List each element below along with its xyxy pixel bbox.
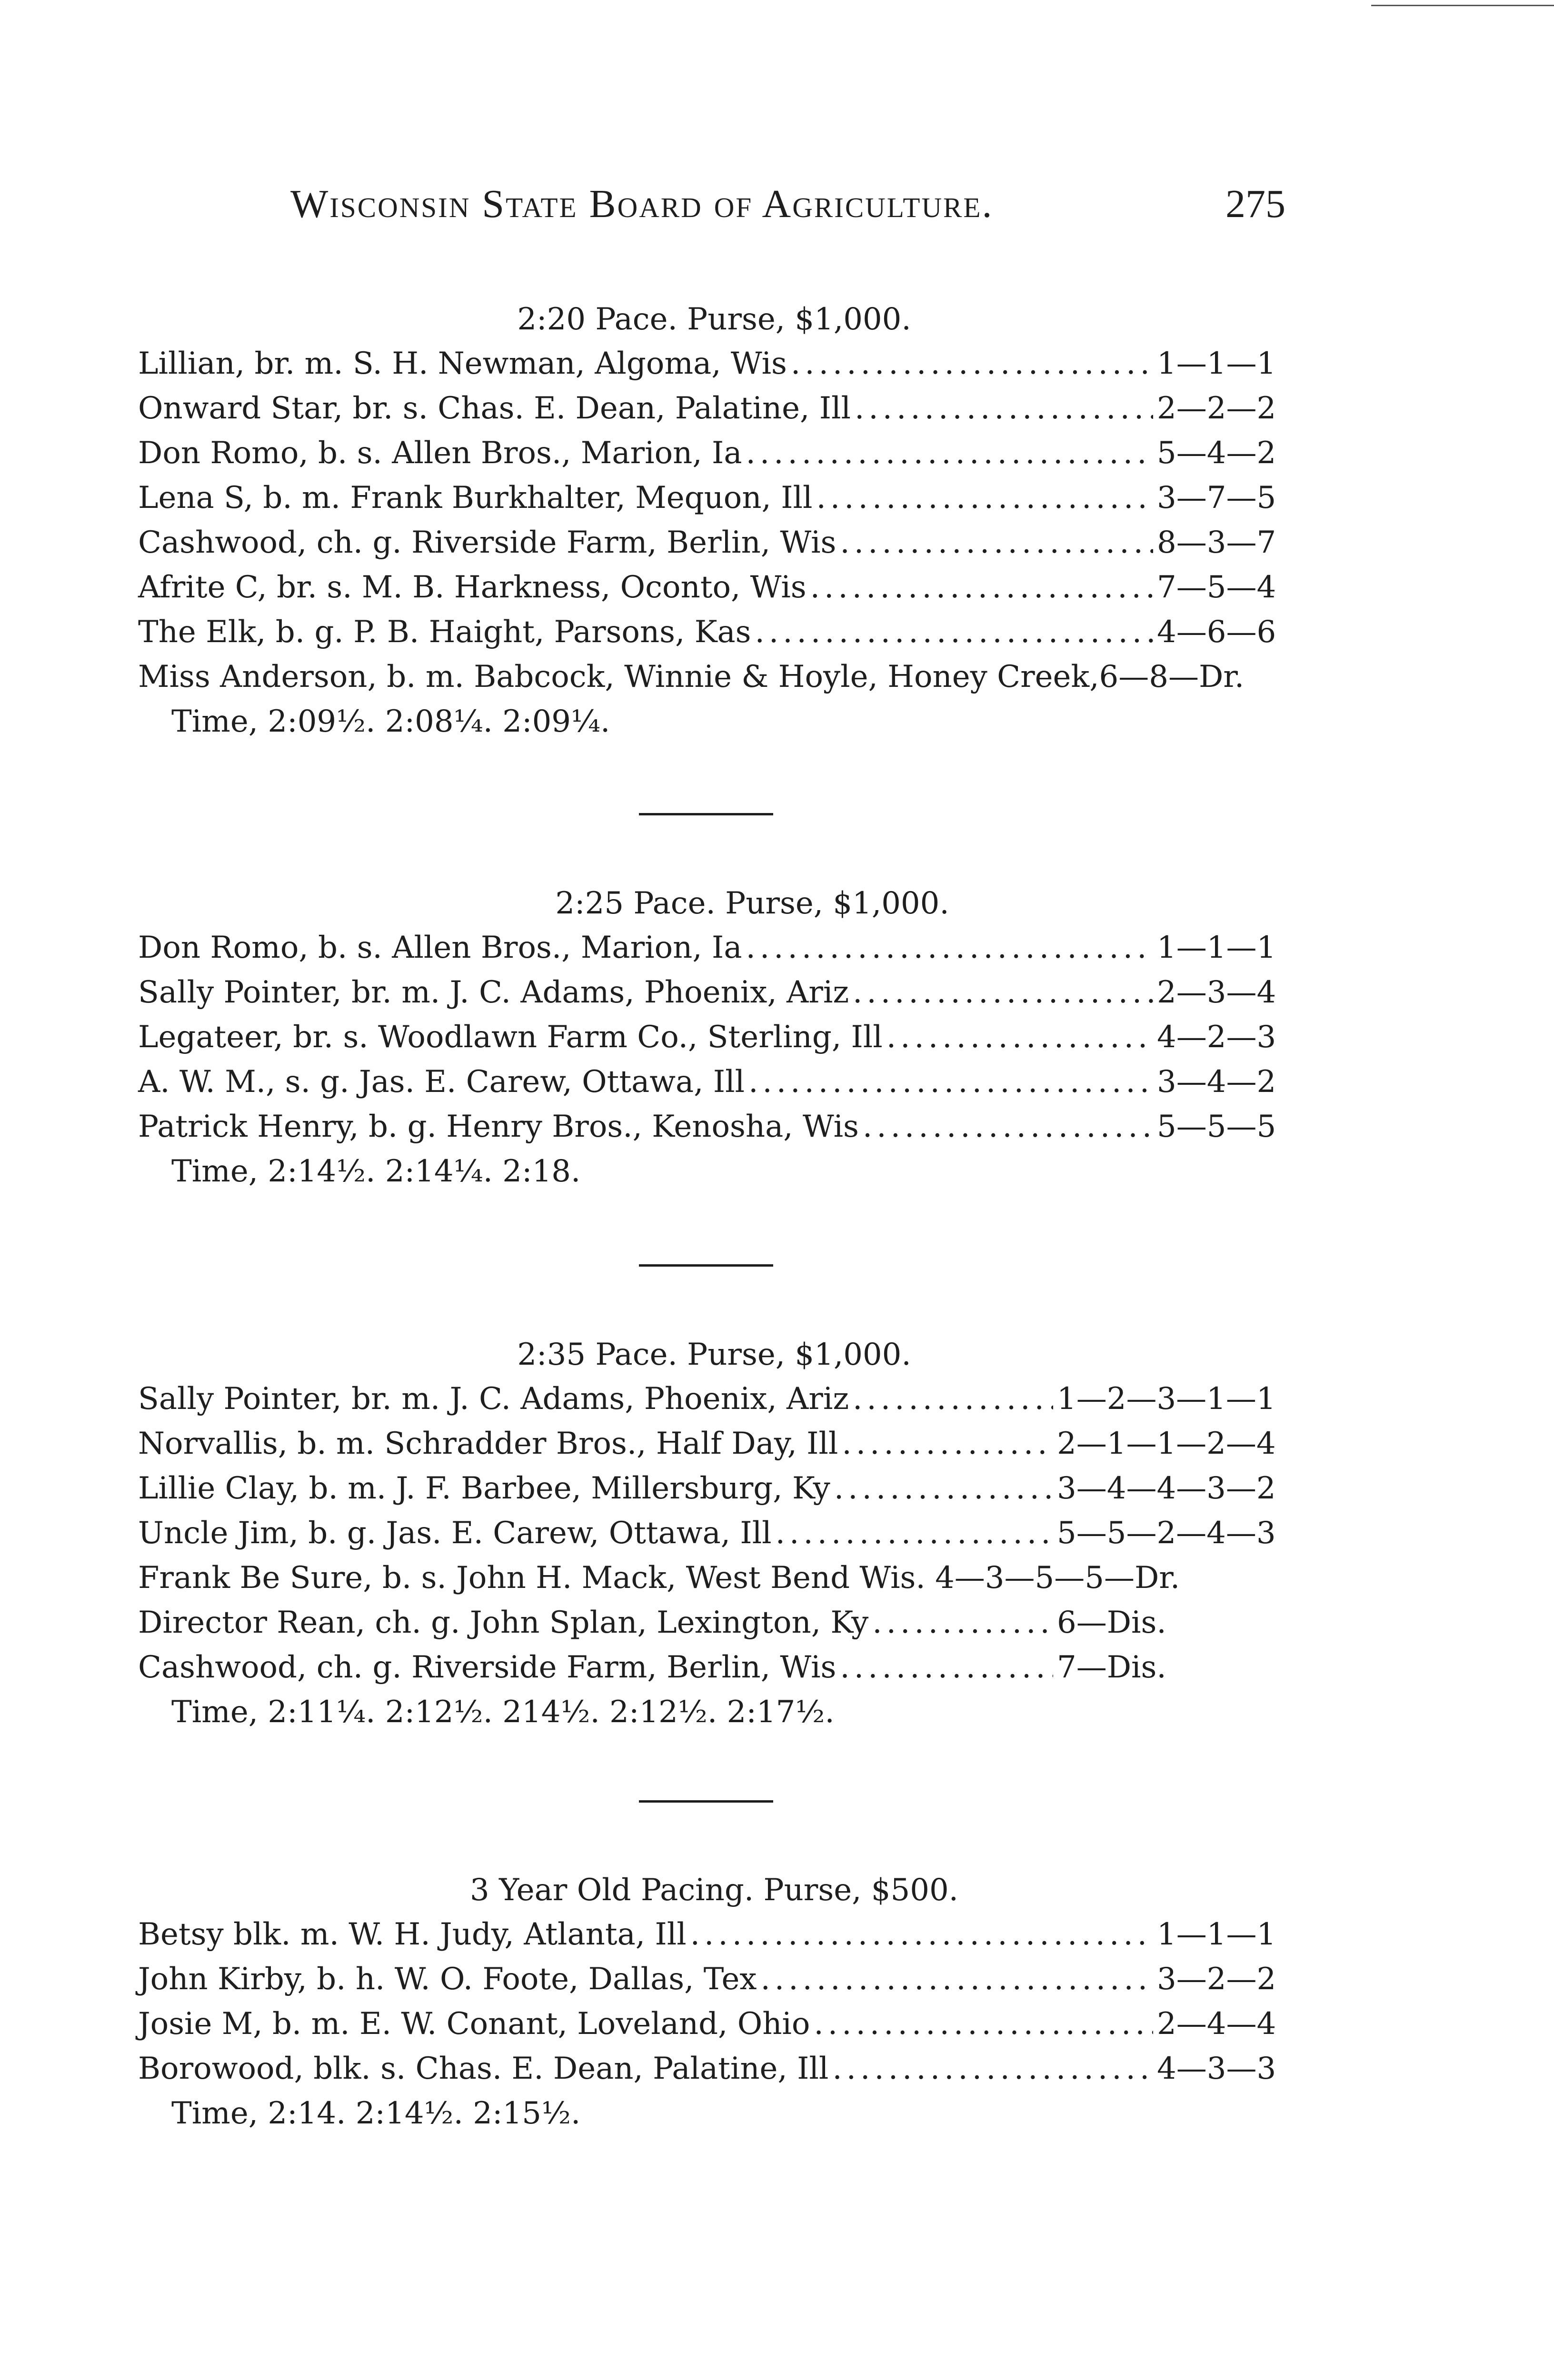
entry-text: Director Rean, ch. g. John Splan, Lexington, Ky xyxy=(138,1605,869,1640)
entry-text: John Kirby, b. h. W. O. Foote, Dallas, Tex xyxy=(138,1962,757,1997)
heat-results: 5—5—2—4—3 xyxy=(1057,1516,1276,1551)
race-title: 2:20 Pace. Purse, $1,000. xyxy=(517,302,911,337)
entry-text: Afrite C, br. s. M. B. Harkness, Oconto, Wis xyxy=(138,570,807,605)
entry-text: Frank Be Sure, b. s. John H. Mack, West Bend Wis. 4—3—5—5—Dr. xyxy=(138,1560,1180,1596)
entry-text: Lillian, br. m. S. H. Newman, Algoma, Wis xyxy=(138,346,787,381)
dot-leader xyxy=(746,925,1153,970)
race-section-2-35-pace xyxy=(138,1333,1281,1735)
dot-leader xyxy=(834,1466,1053,1511)
race-entry xyxy=(138,1556,1281,1600)
dot-leader xyxy=(863,1104,1153,1149)
dot-leader xyxy=(760,1957,1153,2002)
race-entry xyxy=(138,386,1281,431)
race-entry xyxy=(138,520,1281,565)
dot-leader xyxy=(853,970,1153,1015)
heat-results: 3—4—2 xyxy=(1157,1064,1276,1100)
entry-text: Lillie Clay, b. m. J. F. Barbee, Millersburg, Ky xyxy=(138,1471,830,1506)
dot-leader xyxy=(690,1912,1153,1957)
section-divider xyxy=(639,1264,773,1267)
heat-results: 7—Dis. xyxy=(1057,1650,1166,1685)
race-entry xyxy=(138,2046,1281,2091)
race-entry xyxy=(138,1957,1281,2002)
entry-text: Sally Pointer, br. m. J. C. Adams, Phoenix, Ariz xyxy=(138,1381,849,1417)
dot-leader xyxy=(755,610,1154,654)
race-section-2-20-pace xyxy=(138,298,1281,744)
race-entry xyxy=(138,1466,1281,1511)
section-divider xyxy=(639,1800,773,1803)
entry-text: Onward Star, br. s. Chas. E. Dean, Palatine, Ill xyxy=(138,391,851,426)
dot-leader xyxy=(816,476,1153,520)
entry-text: The Elk, b. g. P. B. Haight, Parsons, Kas xyxy=(138,615,751,650)
dot-leader xyxy=(776,1511,1053,1556)
entry-text: Josie M, b. m. E. W. Conant, Loveland, Ohio xyxy=(138,2006,810,2042)
entry-text: Don Romo, b. s. Allen Bros., Marion, Ia xyxy=(138,930,742,965)
heat-results: 2—3—4 xyxy=(1157,975,1276,1010)
heat-results: 5—5—5 xyxy=(1157,1109,1276,1144)
race-entry xyxy=(138,925,1281,970)
heat-results: 2—1—1—2—4 xyxy=(1057,1426,1276,1461)
heat-results: 2—4—4 xyxy=(1157,2006,1276,2042)
race-entry xyxy=(138,610,1281,654)
dot-leader xyxy=(746,431,1153,476)
race-entry xyxy=(138,2002,1281,2046)
entry-text: Miss Anderson, b. m. Babcock, Winnie & Hoyle, Honey Creek,6—8—Dr. xyxy=(138,659,1245,694)
race-times: Time, 2:14½. 2:14¼. 2:18. xyxy=(171,1154,581,1189)
race-entry xyxy=(138,654,1281,699)
heat-results: 7—5—4 xyxy=(1157,570,1276,605)
heat-results: 3—4—4—3—2 xyxy=(1057,1471,1276,1506)
dot-leader xyxy=(748,1060,1153,1104)
race-entry xyxy=(138,1511,1281,1556)
page-header xyxy=(290,181,1285,233)
entry-text: Norvallis, b. m. Schradder Bros., Half Day, Ill xyxy=(138,1426,838,1461)
entry-text: Borowood, blk. s. Chas. E. Dean, Palatine, Ill xyxy=(138,2051,829,2086)
dot-leader xyxy=(872,1600,1053,1645)
race-title: 3 Year Old Pacing. Purse, $500. xyxy=(470,1873,958,1908)
race-entry xyxy=(138,565,1281,610)
race-entry xyxy=(138,1421,1281,1466)
dot-leader xyxy=(814,2002,1153,2046)
dot-leader xyxy=(887,1015,1153,1060)
heat-results: 8—3—7 xyxy=(1157,525,1276,560)
entry-text: Patrick Henry, b. g. Henry Bros., Kenosha, Wis xyxy=(138,1109,859,1144)
running-title: Wisconsin State Board of Agriculture. xyxy=(290,182,994,226)
entry-text: Don Romo, b. s. Allen Bros., Marion, Ia xyxy=(138,436,742,471)
race-entry xyxy=(138,476,1281,520)
race-entry xyxy=(138,970,1281,1015)
heat-results: 4—2—3 xyxy=(1157,1020,1276,1055)
entry-text: Lena S, b. m. Frank Burkhalter, Mequon, Ill xyxy=(138,480,813,516)
race-times: Time, 2:09½. 2:08¼. 2:09¼. xyxy=(171,704,610,739)
dot-leader xyxy=(810,565,1153,610)
race-title: 2:35 Pace. Purse, $1,000. xyxy=(517,1337,911,1372)
heat-results: 1—1—1 xyxy=(1157,346,1276,381)
heat-results: 6—Dis. xyxy=(1057,1605,1166,1640)
race-entry xyxy=(138,1015,1281,1060)
race-entry xyxy=(138,1645,1281,1690)
heat-results: 3—7—5 xyxy=(1157,480,1276,516)
entry-text: Legateer, br. s. Woodlawn Farm Co., Sterling, Ill xyxy=(138,1020,883,1055)
entry-text: Cashwood, ch. g. Riverside Farm, Berlin, Wis xyxy=(138,525,837,560)
race-entry xyxy=(138,1060,1281,1104)
heat-results: 3—2—2 xyxy=(1157,1962,1276,1997)
heat-results: 5—4—2 xyxy=(1157,436,1276,471)
dot-leader xyxy=(791,341,1153,386)
race-section-2-25-pace xyxy=(138,882,1281,1194)
entry-text: Sally Pointer, br. m. J. C. Adams, Phoenix, Ariz xyxy=(138,975,849,1010)
entry-text: A. W. M., s. g. Jas. E. Carew, Ottawa, Ill xyxy=(138,1064,745,1100)
top-edge-rule xyxy=(1371,5,1554,6)
heat-results: 4—6—6 xyxy=(1157,615,1276,650)
race-entry xyxy=(138,1600,1281,1645)
heat-results: 4—3—3 xyxy=(1157,2051,1276,2086)
race-entry xyxy=(138,341,1281,386)
page-number: 275 xyxy=(1225,182,1285,226)
race-entry xyxy=(138,1104,1281,1149)
entry-text: Betsy blk. m. W. H. Judy, Atlanta, Ill xyxy=(138,1917,687,1952)
dot-leader xyxy=(832,2046,1153,2091)
heat-results: 1—2—3—1—1 xyxy=(1057,1381,1276,1417)
dot-leader xyxy=(842,1421,1053,1466)
dot-leader xyxy=(840,520,1153,565)
heat-results: 2—2—2 xyxy=(1157,391,1276,426)
section-divider xyxy=(639,813,773,815)
entry-text: Cashwood, ch. g. Riverside Farm, Berlin, Wis xyxy=(138,1650,837,1685)
race-times: Time, 2:14. 2:14½. 2:15½. xyxy=(171,2096,581,2131)
dot-leader xyxy=(853,1377,1053,1421)
race-title: 2:25 Pace. Purse, $1,000. xyxy=(555,886,949,921)
entry-text: Uncle Jim, b. g. Jas. E. Carew, Ottawa, Ill xyxy=(138,1516,772,1551)
dot-leader xyxy=(855,386,1153,431)
race-entry xyxy=(138,431,1281,476)
dot-leader xyxy=(840,1645,1053,1690)
race-entry xyxy=(138,1912,1281,1957)
heat-results: 1—1—1 xyxy=(1157,1917,1276,1952)
heat-results: 1—1—1 xyxy=(1157,930,1276,965)
race-times: Time, 2:11¼. 2:12½. 214½. 2:12½. 2:17½. xyxy=(171,1695,835,1730)
race-section-3-year-old-pacing xyxy=(138,1868,1281,2136)
race-entry xyxy=(138,1377,1281,1421)
